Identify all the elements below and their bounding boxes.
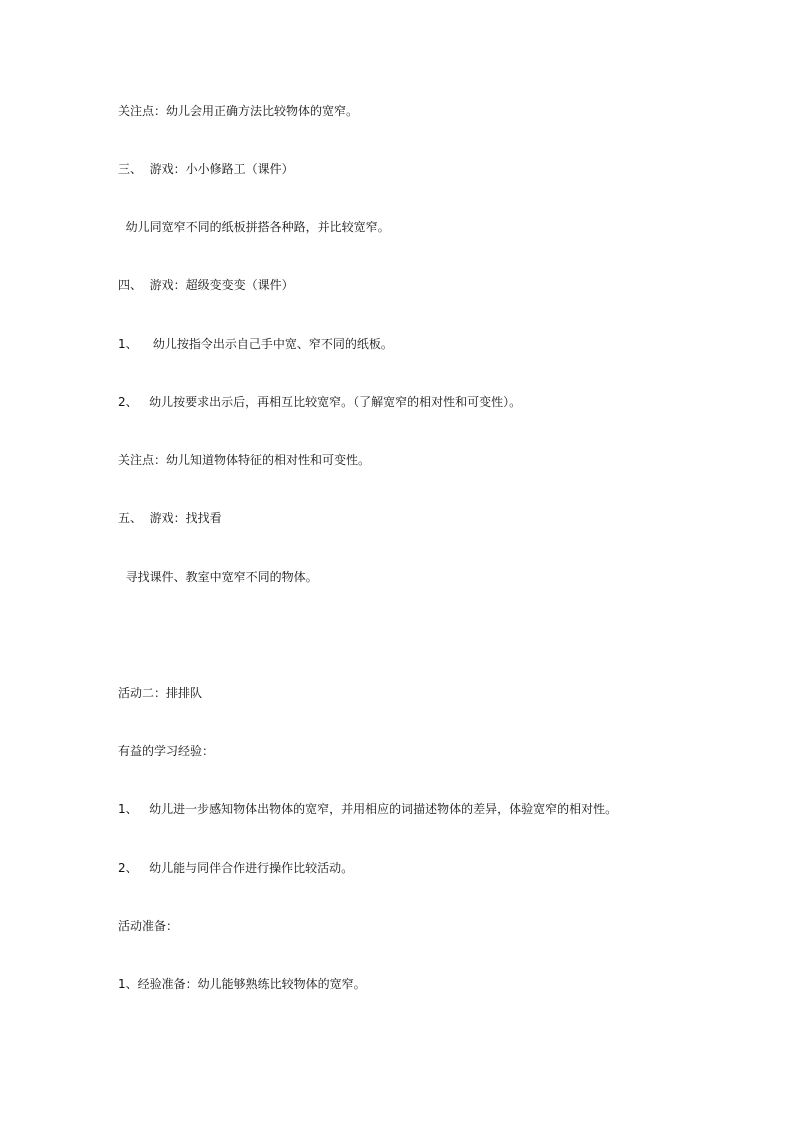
activity-2-title: 活动二：排排队 xyxy=(118,686,203,700)
section-5-text: 寻找课件、教室中宽窄不同的物体。 xyxy=(118,570,318,584)
activity-preparation-heading: 活动准备： xyxy=(118,919,179,933)
section-3-heading: 三、 游戏：小小修路工（课件） xyxy=(118,162,294,176)
focus-point-1: 关注点：幼儿会用正确方法比较物体的宽窄。 xyxy=(118,104,359,118)
section-4-item-1: 1、 幼儿按指令出示自己手中宽、窄不同的纸板。 xyxy=(118,337,393,351)
focus-point-2: 关注点：幼儿知道物体特征的相对性和可变性。 xyxy=(118,453,371,467)
learning-experience-heading: 有益的学习经验： xyxy=(118,744,215,758)
section-3-text: 幼儿同宽窄不同的纸板拼搭各种路，并比较宽窄。 xyxy=(118,220,390,234)
learning-experience-item-1: 1、 幼儿进一步感知物体出物体的宽窄，并用相应的词描述物体的差异，体验宽窄的相对性。 xyxy=(118,802,618,816)
learning-experience-item-2: 2、 幼儿能与同伴合作进行操作比较活动。 xyxy=(118,861,354,875)
section-4-heading: 四、 游戏：超级变变变（课件） xyxy=(118,278,294,292)
section-5-heading: 五、 游戏：找找看 xyxy=(118,511,222,525)
section-4-item-2: 2、 幼儿按要求出示后，再相互比较宽窄。（了解宽窄的相对性和可变性）。 xyxy=(118,395,522,409)
activity-preparation-item-1: 1、经验准备：幼儿能够熟练比较物体的宽窄。 xyxy=(118,977,366,991)
